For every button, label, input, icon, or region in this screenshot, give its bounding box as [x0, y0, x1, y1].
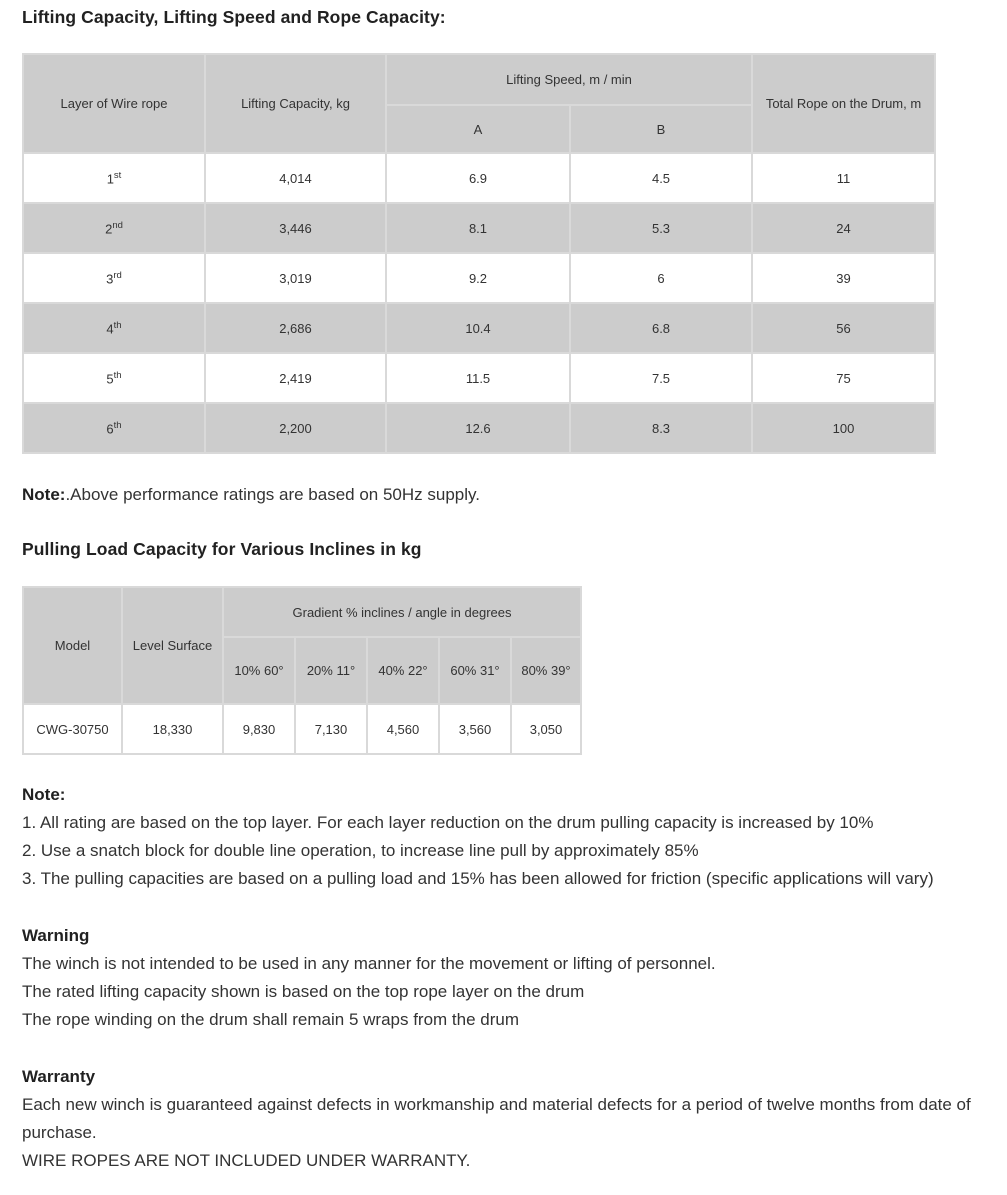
ordinal-suffix: nd: [112, 219, 123, 231]
layer-cell: 3rd: [23, 253, 205, 303]
speed-b-cell: 6.8: [570, 303, 752, 353]
speed-a-cell: 6.9: [386, 153, 570, 203]
layer-cell: 2nd: [23, 203, 205, 253]
rope-cell: 24: [752, 203, 935, 253]
header-speed-b: B: [570, 105, 752, 153]
speed-a-cell: 12.6: [386, 403, 570, 453]
table-row: [23, 203, 935, 253]
header-speed-a: A: [386, 105, 570, 153]
rope-cell: 100: [752, 403, 935, 453]
level-surface-cell: 18,330: [122, 704, 223, 754]
pulling-load-table: [22, 586, 582, 755]
supply-note-label: Note:: [22, 485, 66, 504]
capacity-cell: 4,014: [205, 153, 386, 203]
header-gradient-20: 20% 11°: [295, 637, 367, 704]
ordinal-suffix: th: [113, 419, 122, 431]
speed-a-cell: 9.2: [386, 253, 570, 303]
layer-cell: 6th: [23, 403, 205, 453]
ordinal-suffix: rd: [113, 269, 122, 281]
ordinal-suffix: th: [113, 369, 122, 381]
gradient-value-cell: 3,560: [439, 704, 511, 754]
ordinal-suffix: th: [113, 319, 122, 331]
speed-a-cell: 8.1: [386, 203, 570, 253]
warning-line: The rated lifting capacity shown is based on the top rope layer on the drum: [22, 982, 585, 1001]
layer-cell: 4th: [23, 303, 205, 353]
table-row: [23, 704, 581, 754]
rope-cell: 56: [752, 303, 935, 353]
header-layer-of-wire-rope: Layer of Wire rope: [23, 54, 205, 153]
header-gradient-40: 40% 22°: [367, 637, 439, 704]
gradient-value-cell: 7,130: [295, 704, 367, 754]
supply-note: [22, 481, 985, 509]
rope-cell: 75: [752, 353, 935, 403]
header-lifting-speed-group: Lifting Speed, m / min: [386, 54, 752, 105]
model-cell: CWG-30750: [23, 704, 122, 754]
rope-cell: 39: [752, 253, 935, 303]
warranty-section: [22, 1063, 985, 1175]
speed-a-cell: 10.4: [386, 303, 570, 353]
gradient-value-cell: 4,560: [367, 704, 439, 754]
capacity-cell: 2,419: [205, 353, 386, 403]
note-item: 1. All rating are based on the top layer. For each layer reduction on the drum pulling capacity is increased by 10%: [22, 813, 874, 832]
warning-heading: Warning: [22, 926, 90, 945]
layer-cell: 1st: [23, 153, 205, 203]
warranty-line: Each new winch is guaranteed against defects in workmanship and material defects for a period of twelve months from date of purchase.: [22, 1095, 971, 1142]
warranty-heading: Warranty: [22, 1067, 96, 1086]
rope-cell: 11: [752, 153, 935, 203]
note-item: 3. The pulling capacities are based on a pulling load and 15% has been allowed for friction (specific applications will vary): [22, 869, 934, 888]
note-item: 2. Use a snatch block for double line operation, to increase line pull by approximately 85%: [22, 841, 699, 860]
table-row: [23, 153, 935, 203]
header-model: Model: [23, 587, 122, 704]
table-row: [23, 253, 935, 303]
capacity-cell: 3,019: [205, 253, 386, 303]
warranty-line: WIRE ROPES ARE NOT INCLUDED UNDER WARRANTY.: [22, 1151, 471, 1170]
speed-a-cell: 11.5: [386, 353, 570, 403]
supply-note-text: .Above performance ratings are based on 50Hz supply.: [65, 485, 480, 504]
warning-line: The winch is not intended to be used in any manner for the movement or lifting of personnel.: [22, 954, 716, 973]
notes-heading: Note:: [22, 785, 66, 804]
warning-line: The rope winding on the drum shall remain 5 wraps from the drum: [22, 1010, 520, 1029]
table-row: [23, 353, 935, 403]
header-gradient-80: 80% 39°: [511, 637, 581, 704]
table-row: [23, 303, 935, 353]
header-lifting-capacity: Lifting Capacity, kg: [205, 54, 386, 153]
header-gradient-60: 60% 31°: [439, 637, 511, 704]
table-row: [23, 403, 935, 453]
speed-b-cell: 8.3: [570, 403, 752, 453]
capacity-cell: 2,200: [205, 403, 386, 453]
header-level-surface: Level Surface: [122, 587, 223, 704]
gradient-value-cell: 9,830: [223, 704, 295, 754]
pulling-table-header-row-1: [23, 587, 581, 637]
header-gradient-10: 10% 60°: [223, 637, 295, 704]
gradient-value-cell: 3,050: [511, 704, 581, 754]
lifting-table-header-row-1: [23, 54, 935, 105]
ordinal-suffix: st: [113, 169, 122, 181]
capacity-cell: 2,686: [205, 303, 386, 353]
lifting-section-title: Lifting Capacity, Lifting Speed and Rope Capacity:: [22, 7, 446, 27]
speed-b-cell: 4.5: [570, 153, 752, 203]
layer-cell: 5th: [23, 353, 205, 403]
warning-section: [22, 922, 985, 1034]
speed-b-cell: 7.5: [570, 353, 752, 403]
header-total-rope: Total Rope on the Drum, m: [752, 54, 935, 153]
speed-b-cell: 6: [570, 253, 752, 303]
lifting-capacity-table: [22, 53, 936, 454]
capacity-cell: 3,446: [205, 203, 386, 253]
speed-b-cell: 5.3: [570, 203, 752, 253]
header-gradient-group: Gradient % inclines / angle in degrees: [223, 587, 581, 637]
pulling-section-title: Pulling Load Capacity for Various Inclines in kg: [22, 539, 422, 559]
notes-section: [22, 781, 985, 893]
